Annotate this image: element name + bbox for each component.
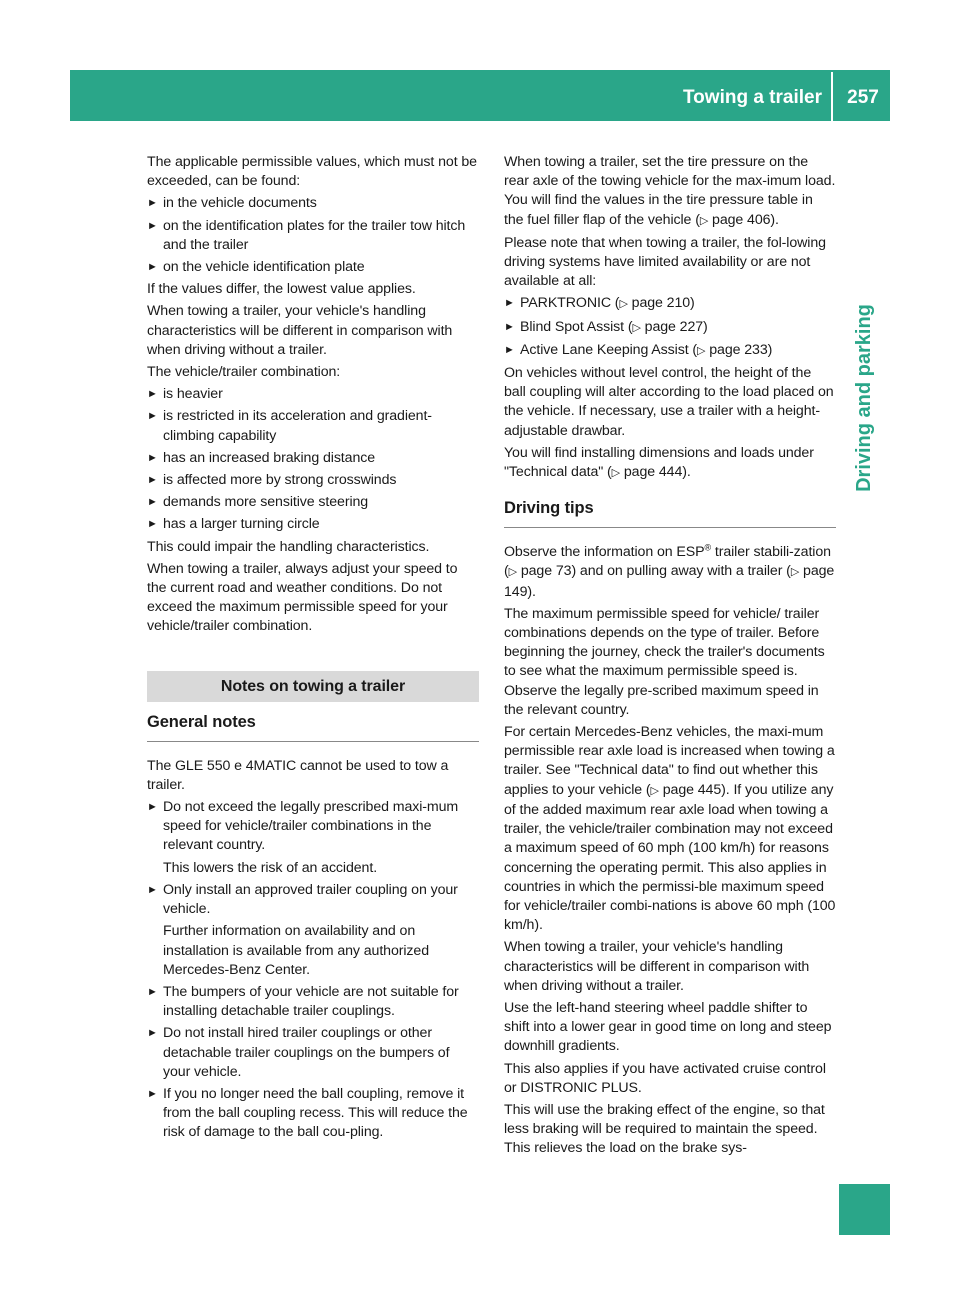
bullet-icon: ► xyxy=(504,320,515,333)
section-heading: Notes on towing a trailer xyxy=(220,677,406,695)
list-item: ► The bumpers of your vehicle are not suitable for installing detachable trailer couplings. xyxy=(147,983,459,1020)
bullet-icon: ► xyxy=(504,343,515,356)
bullet-icon: ► xyxy=(147,518,158,531)
list-item: ► on the identification plates for the trailer tow hitch and the trailer xyxy=(147,217,466,253)
paragraph: When towing a trailer, your vehicle's handling characteristics will be different in comparison with when driving without a trailer. xyxy=(147,303,453,358)
paragraph: The vehicle/trailer combination: xyxy=(147,364,341,381)
page-ref-arrow-icon: ▷ xyxy=(699,214,709,227)
bullet-icon: ► xyxy=(147,197,158,210)
bullet-icon: ► xyxy=(147,883,158,896)
bullet-icon: ► xyxy=(147,410,158,423)
bullet-icon: ► xyxy=(147,388,158,401)
bullet-icon: ► xyxy=(147,801,158,814)
page-title: Towing a trailer xyxy=(682,87,822,108)
paragraph: This also applies if you have activated cruise control or DISTRONIC PLUS. xyxy=(504,1060,826,1096)
paragraph: If the values differ, the lowest value applies. xyxy=(147,281,416,298)
bullet-icon: ► xyxy=(147,1087,158,1100)
page-reference-link[interactable]: page 445 xyxy=(662,781,722,798)
bullet-icon: ► xyxy=(147,219,158,232)
paragraph: Observe the information on ESP® trailer stabili-zation (▷ page 73) and on pulling away with a trailer (▷ page 149). xyxy=(504,542,835,600)
list-item: ► has an increased braking distance xyxy=(147,449,479,468)
page-ref-arrow-icon: ▷ xyxy=(790,566,800,579)
list-item: ► is heavier xyxy=(147,385,479,404)
subsection-heading: Driving tips xyxy=(504,497,836,528)
page-reference-link[interactable]: page 227 xyxy=(644,318,704,335)
page-reference-link[interactable]: page 233 xyxy=(709,341,768,358)
header-divider xyxy=(831,72,833,121)
list-item: ► has a larger turning circle xyxy=(147,515,479,534)
list-item: ► demands more sensitive steering xyxy=(147,493,479,512)
bullet-icon: ► xyxy=(147,496,158,509)
list-item: ► is restricted in its acceleration and gradient-climbing capability xyxy=(147,408,432,444)
list-item: ► on the vehicle identification plate xyxy=(147,258,479,277)
page-ref-arrow-icon: ▷ xyxy=(508,566,517,579)
page-reference-link[interactable]: page 149 xyxy=(504,563,835,600)
paragraph: You will find installing dimensions and loads under "Technical data" (▷ page 444). xyxy=(504,444,814,481)
list-item: ► PARKTRONIC (▷ page 210) xyxy=(504,294,836,314)
list-item: ► Active Lane Keeping Assist (▷ page 233) xyxy=(504,341,836,361)
bullet-icon: ► xyxy=(147,261,158,274)
page-number: 257 xyxy=(847,87,879,108)
paragraph: For certain Mercedes-Benz vehicles, the maxi-mum permissible rear axle load is increased when towing a trailer. See "Technical data" to find out whether this applies to your vehicle (▷ page 445). If you utilize any of the added maximum rear axle load when towing a trailer, the vehicle/trailer combination may not exceed a maximum speed of 60 mph (100 km/h) for reasons concerning the operating permit. This also applies in countries in which the permissi-ble maximum speed for vehicle/trailer combi-nations is above 60 mph (100 km/h). xyxy=(504,724,836,934)
right-column xyxy=(504,153,836,1162)
list-item-note: Further information on availability and on installation is available from any authorized Mercedes-Benz Center. xyxy=(163,923,429,978)
subsection-heading: General notes xyxy=(147,711,479,742)
paragraph: This will use the braking effect of the engine, so that less braking will be required to maintain the speed. This relieves the load on the brake sys- xyxy=(504,1101,825,1157)
chapter-tab-marker xyxy=(839,1184,890,1235)
bullet-icon: ► xyxy=(504,297,515,310)
page-reference-link[interactable]: page 444 xyxy=(623,464,683,481)
list-item: ► in the vehicle documents xyxy=(147,194,479,213)
paragraph: The applicable permissible values, which must not be exceeded, can be found: xyxy=(147,154,477,190)
bullet-icon: ► xyxy=(147,985,158,998)
page-reference-link[interactable]: page 73 xyxy=(520,563,572,580)
page-ref-arrow-icon: ▷ xyxy=(632,321,641,334)
list-item: ► Blind Spot Assist (▷ page 227) xyxy=(504,318,836,338)
list-item: ► is affected more by strong crosswinds xyxy=(147,471,479,490)
paragraph: When towing a trailer, set the tire pressure on the rear axle of the towing vehicle for the max-imum load. You will find the values in the tire pressure table in the fuel filler flap of the vehicle (▷ page 406). xyxy=(504,154,836,228)
list-item: ► If you no longer need the ball coupling, remove it from the ball coupling recess. This will reduce the risk of damage to the ball cou-pling. xyxy=(147,1085,468,1141)
page-reference-link[interactable]: page 406 xyxy=(712,211,771,228)
page-ref-arrow-icon: ▷ xyxy=(619,298,628,311)
chapter-tab-label: Driving and parking xyxy=(853,304,875,492)
page-ref-arrow-icon: ▷ xyxy=(697,344,706,357)
list-item: ► Only install an approved trailer coupling on your vehicle. Further information on availability and on installation is available from any authorized Mercedes-Benz Center. xyxy=(147,881,479,980)
list-item-note: This lowers the risk of an accident. xyxy=(163,859,378,876)
paragraph: The GLE 550 e 4MATIC cannot be used to tow a trailer. xyxy=(147,757,449,793)
paragraph: The maximum permissible speed for vehicle/ trailer combinations depends on the type of trailer. Before beginning the journey, check the trailer's documents to see what the maximum permissible speed is. Observe the legally pre-scribed maximum speed in the relevant country. xyxy=(504,605,825,718)
paragraph: This could impair the handling characteristics. xyxy=(147,538,430,555)
registered-mark: ® xyxy=(704,542,712,553)
paragraph: On vehicles without level control, the height of the ball coupling will alter according to the load placed on the vehicle. If necessary, use a trailer with a height-adjustable drawbar. xyxy=(504,365,834,439)
page-ref-arrow-icon: ▷ xyxy=(650,784,659,797)
left-column xyxy=(147,153,479,1146)
bullet-icon: ► xyxy=(147,474,158,487)
paragraph: Please note that when towing a trailer, the fol-lowing driving systems have limited availability or are not available at all: xyxy=(504,234,826,290)
paragraph: When towing a trailer, always adjust your speed to the current road and weather conditions. Do not exceed the maximum permissible speed for your vehicle/trailer combination. xyxy=(147,560,458,635)
section-heading-box xyxy=(147,671,479,702)
list-item: ► Do not exceed the legally prescribed maxi-mum speed for vehicle/trailer combinations in the relevant country. This lowers the risk of an accident. xyxy=(147,798,479,878)
list-item: ► Do not install hired trailer couplings or other detachable trailer couplings on the bumpers of your vehicle. xyxy=(147,1025,450,1080)
paragraph: Use the left-hand steering wheel paddle shifter to shift into a lower gear in good time on long and steep downhill gradients. xyxy=(504,999,832,1055)
bullet-icon: ► xyxy=(147,451,158,464)
page-reference-link[interactable]: page 210 xyxy=(631,295,691,312)
page-ref-arrow-icon: ▷ xyxy=(611,467,621,480)
bullet-icon: ► xyxy=(147,1027,158,1040)
paragraph: When towing a trailer, your vehicle's handling characteristics will be different in comparison with when driving without a trailer. xyxy=(504,939,810,994)
